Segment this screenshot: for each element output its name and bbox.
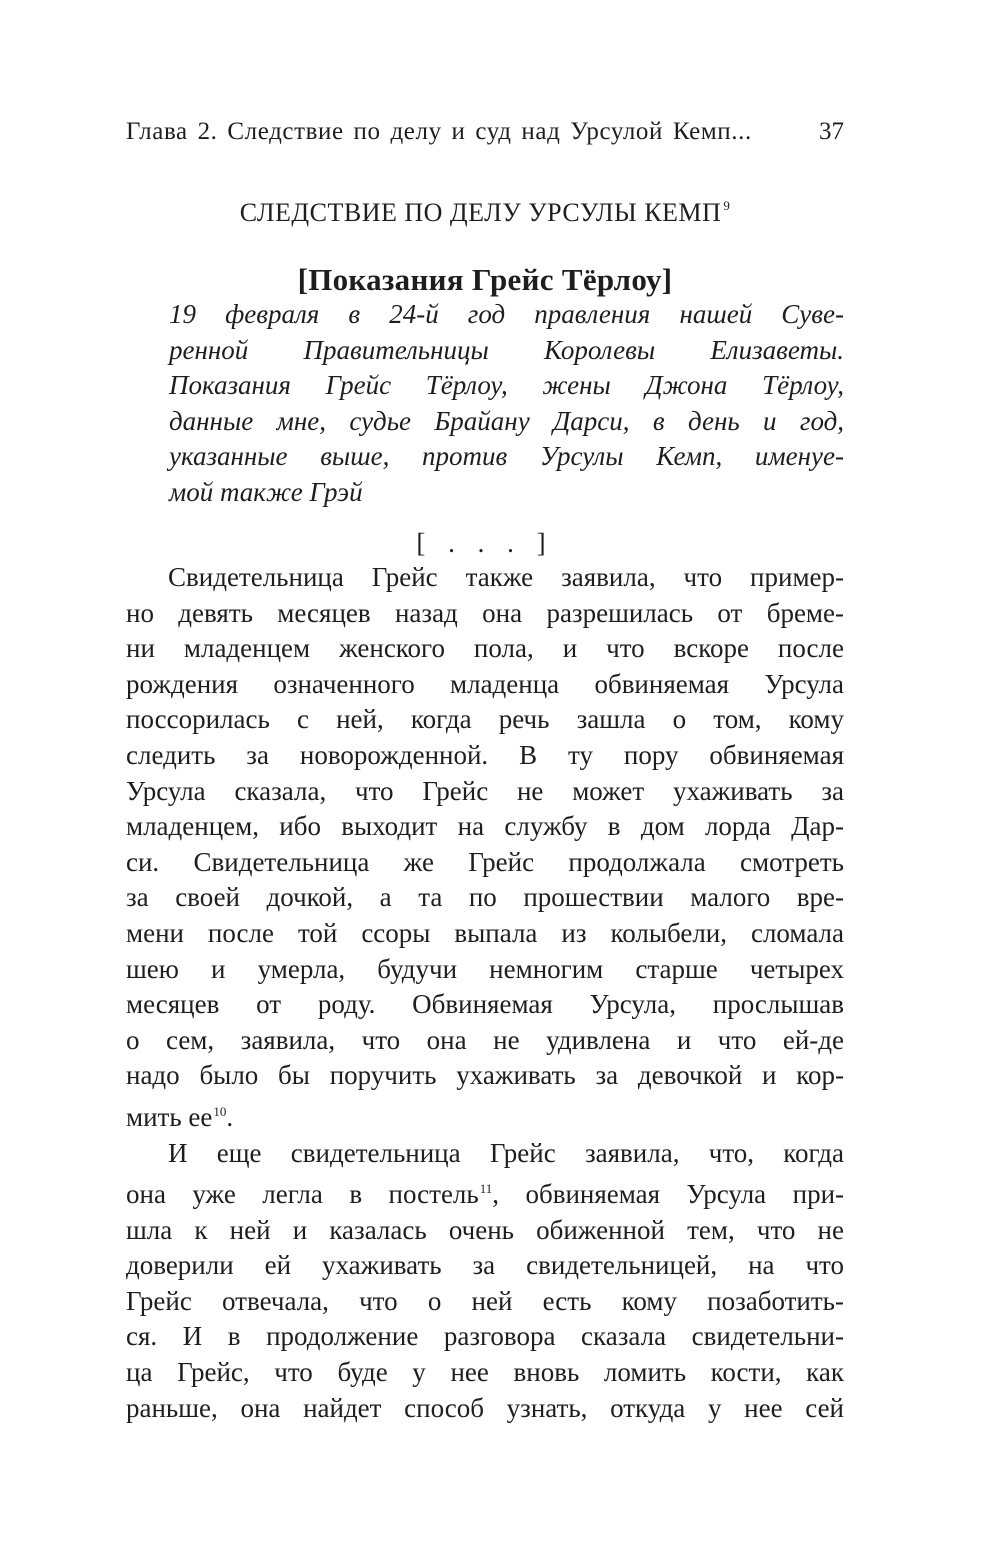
paragraph-1-line: но девять месяцев назад она разрешилась от бреме-	[126, 597, 844, 628]
paragraph-1-line: за своей дочкой, а та по прошествии малого вре-	[126, 882, 844, 913]
footnote-marker-10: 10	[213, 1103, 227, 1119]
paragraph-1-line: рождения означенного младенца обвиняемая Урсула	[126, 668, 844, 699]
section-title-text: СЛЕДСТВИЕ ПО ДЕЛУ УРСУЛЫ КЕМП	[239, 198, 722, 227]
preamble-line: Показания Грейс Тёрлоу, жены Джона Тёрлоу,	[169, 370, 844, 400]
paragraph-1-line: ни младенцем женского пола, и что вскоре после	[126, 633, 844, 664]
paragraph-2-line: ца Грейс, что буде у нее вновь ломить кости, как	[126, 1357, 844, 1388]
preamble-line: данные мне, судье Брайану Дарси, в день и год,	[169, 405, 844, 436]
paragraph-1-line: поссорилась с ней, когда речь зашла о том, кому	[126, 704, 844, 735]
paragraph-2-line: И еще свидетельница Грейс заявила, что, когда	[168, 1137, 844, 1168]
footnote-marker-9: 9	[723, 198, 731, 213]
paragraph-1-line: о сем, заявила, что она не удивлена и что ей-де	[126, 1024, 844, 1055]
book-page	[126, 0, 844, 1563]
paragraph-1-line: младенцем, ибо выходит на службу в дом лорда Дар-	[126, 811, 844, 842]
footnote-marker-11: 11	[479, 1181, 493, 1197]
preamble	[169, 297, 844, 510]
paragraph-2-line: Грейс отвечала, что о ней есть кому позаботить-	[126, 1285, 844, 1316]
paragraph-1-last-line	[126, 1094, 844, 1136]
paragraph-2-line: доверили ей ухаживать за свидетельницей, на что	[126, 1250, 844, 1281]
running-head-title: Глава 2. Следствие по делу и суд над Урсулой Кемп...	[126, 118, 752, 145]
preamble-line: 19 февраля в 24-й год правления нашей Суве-	[169, 299, 844, 329]
paragraph-2-line-footnoted	[126, 1171, 844, 1213]
paragraph-1-line: месяцев от роду. Обвиняемая Урсула, прослышав	[126, 989, 844, 1020]
paragraph-2-line: ся. И в продолжение разговора сказала свидетельни-	[126, 1321, 844, 1352]
paragraph-2-line: раньше, она найдет способ узнать, откуда у нее сей	[126, 1392, 844, 1423]
paragraph-1-line: Урсула сказала, что Грейс не может ухаживать за	[126, 775, 844, 806]
preamble-line: ренной Правительницы Королевы Елизаветы.	[169, 334, 844, 365]
preamble-line: мой также Грэй	[169, 476, 363, 507]
paragraph-1-line: надо было бы поручить ухаживать за девочкой и кор-	[126, 1060, 844, 1091]
paragraph-2-line: шла к ней и казалась очень обиженной тем, что не	[126, 1214, 844, 1245]
paragraph-2-after-footnote: , обвиняемая Урсула при-	[492, 1179, 845, 1210]
paragraph-1-line: Свидетельница Грейс также заявила, что пример-	[168, 562, 844, 592]
omission-marker: [ . . . ]	[416, 528, 554, 558]
section-title	[126, 186, 844, 233]
paragraph-1-line: мени после той ссоры выпала из колыбели, сломала	[126, 917, 844, 948]
running-head	[126, 112, 844, 152]
paragraph-1-line: си. Свидетельница же Грейс продолжала смотреть	[126, 846, 844, 877]
paragraph-1-last-tail: .	[226, 1101, 234, 1132]
testimony-title: [Показания Грейс Тёрлоу]	[297, 262, 673, 297]
paragraph-1-line: следить за новорожденной. В ту пору обвиняемая	[126, 739, 844, 770]
paragraph-1-last-text: мить ее	[126, 1101, 213, 1132]
paragraph-1-line: шею и умерла, будучи немногим старше четырех	[126, 953, 844, 984]
paragraph-2-before-footnote: она уже легла в постель	[126, 1179, 479, 1210]
preamble-line: указанные выше, против Урсулы Кемп, именуе-	[169, 441, 844, 471]
page-number: 37	[819, 118, 844, 145]
body-text	[126, 560, 844, 1426]
